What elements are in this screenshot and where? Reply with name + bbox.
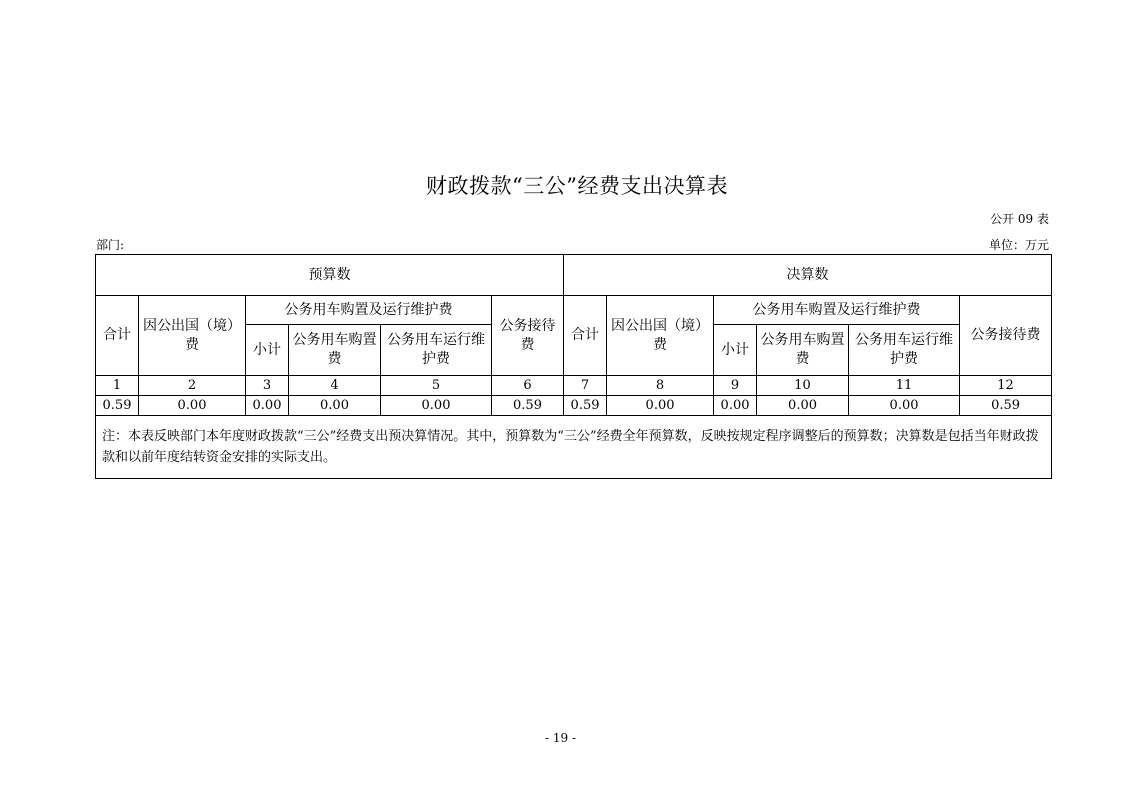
column-index: 6 (492, 376, 564, 396)
budget-vehicle-purchase-value: 0.00 (289, 396, 381, 416)
final-total-value: 0.59 (564, 396, 607, 416)
budget-vehicle-purchase-header: 公务用车购置费 (289, 325, 381, 376)
column-index-row (96, 376, 1052, 396)
final-vehicle-purchase-header: 公务用车购置费 (757, 325, 849, 376)
table-note: 注：本表反映部门本年度财政拨款“三公”经费支出预决算情况。其中，预算数为“三公”经费全年预算数，反映按规定程序调整后的预算数；决算数是包括当年财政拨款和以前年度结转资金安排的实际支出。 (96, 416, 1052, 479)
budget-vehicle-group-header: 公务用车购置及运行维护费 (246, 296, 492, 325)
final-abroad-value: 0.00 (607, 396, 714, 416)
budget-abroad-value: 0.00 (139, 396, 246, 416)
three-public-expenses-table (95, 254, 1052, 479)
unit-label: 单位：万元 (988, 238, 1049, 252)
value-row (96, 396, 1052, 416)
final-vehicle-operation-value: 0.00 (849, 396, 960, 416)
column-index: 11 (849, 376, 960, 396)
budget-section-header: 预算数 (96, 255, 564, 296)
column-index: 1 (96, 376, 139, 396)
final-vehicle-purchase-value: 0.00 (757, 396, 849, 416)
column-index: 12 (960, 376, 1052, 396)
budget-total-header: 合计 (96, 296, 139, 376)
column-index: 5 (381, 376, 492, 396)
column-index: 10 (757, 376, 849, 396)
page-number: - 19 - (544, 731, 576, 745)
column-index: 8 (607, 376, 714, 396)
final-reception-header: 公务接待费 (960, 296, 1052, 376)
final-subtotal-header: 小计 (714, 325, 757, 376)
final-vehicle-operation-header: 公务用车运行维护费 (849, 325, 960, 376)
budget-subtotal-value: 0.00 (246, 396, 289, 416)
budget-reception-header: 公务接待费 (492, 296, 564, 376)
column-index: 2 (139, 376, 246, 396)
column-index: 7 (564, 376, 607, 396)
budget-subtotal-header: 小计 (246, 325, 289, 376)
budget-total-value: 0.59 (96, 396, 139, 416)
budget-vehicle-operation-header: 公务用车运行维护费 (381, 325, 492, 376)
department-label: 部门: (96, 238, 125, 252)
column-index: 9 (714, 376, 757, 396)
budget-abroad-header: 因公出国（境）费 (139, 296, 246, 376)
final-section-header: 决算数 (564, 255, 1052, 296)
form-number: 公开 09 表 (990, 212, 1049, 226)
column-index: 3 (246, 376, 289, 396)
budget-reception-value: 0.59 (492, 396, 564, 416)
budget-vehicle-operation-value: 0.00 (381, 396, 492, 416)
column-index: 4 (289, 376, 381, 396)
final-vehicle-group-header: 公务用车购置及运行维护费 (714, 296, 960, 325)
final-total-header: 合计 (564, 296, 607, 376)
document-title: 财政拨款“三公”经费支出决算表 (426, 174, 728, 198)
final-subtotal-value: 0.00 (714, 396, 757, 416)
final-reception-value: 0.59 (960, 396, 1052, 416)
final-abroad-header: 因公出国（境）费 (607, 296, 714, 376)
